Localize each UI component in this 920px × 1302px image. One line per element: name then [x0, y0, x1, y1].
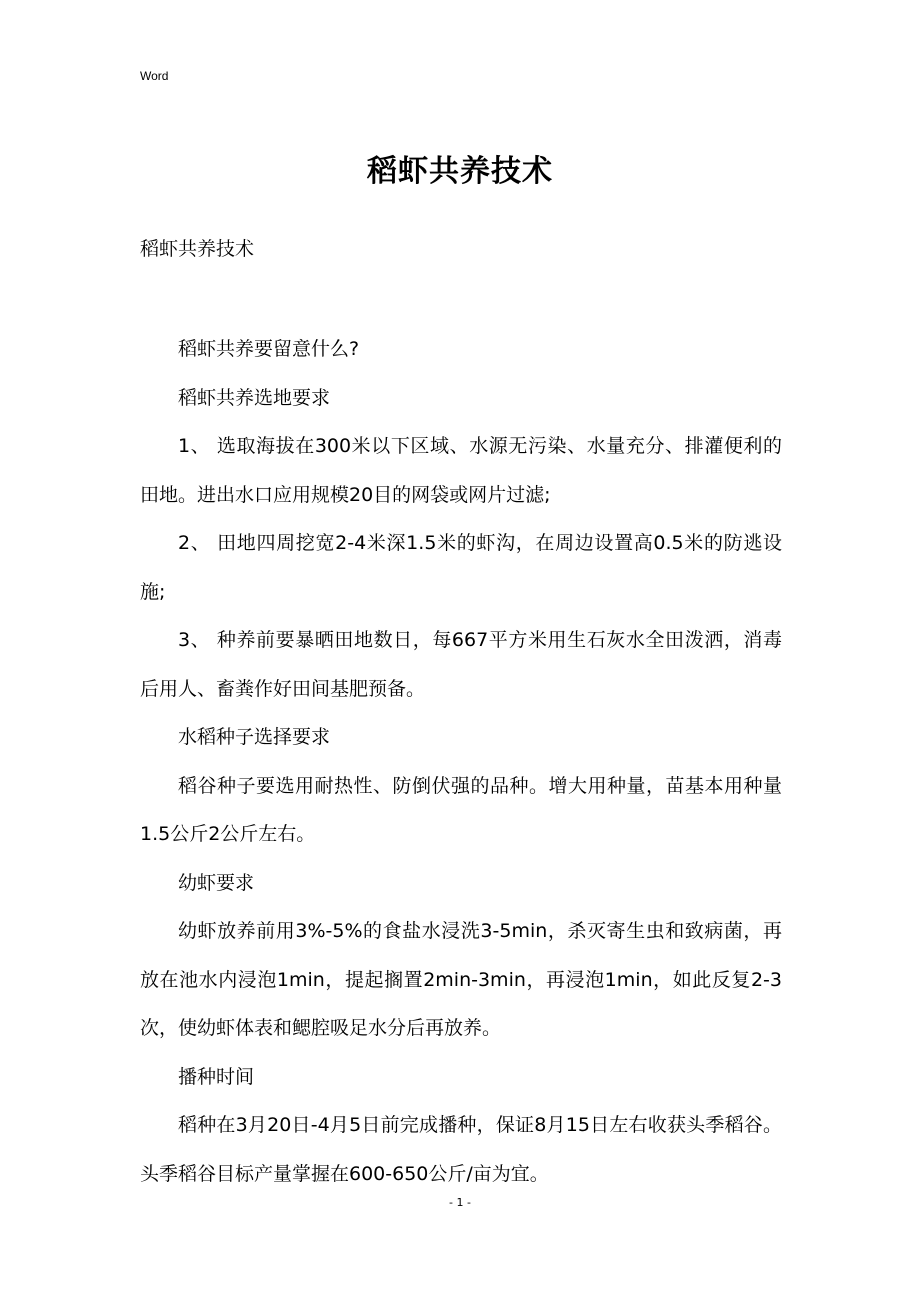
page-number: - 1 -	[449, 1196, 471, 1209]
document-title: 稻虾共养技术	[367, 154, 553, 189]
paragraph-heading: 幼虾要求	[178, 871, 255, 894]
paragraph-heading: 稻虾共养选地要求	[178, 386, 331, 409]
paragraph-heading: 播种时间	[178, 1065, 255, 1088]
paragraph: 1、 选取海拔在300米以下区域、水源无污染、水量充分、排灌便利的田地。进出水口应用规模20目的网袋或网片过滤;	[140, 435, 782, 506]
document-body	[140, 325, 782, 1198]
paragraph-heading: 稻虾共养要留意什么?	[178, 338, 360, 360]
paragraph: 幼虾放养前用3%-5%的食盐水浸洗3-5min，杀灭寄生虫和致病菌，再放在池水内浸泡1min，提起搁置2min-3min，再浸泡1min，如此反复2-3次，使幼虾体表和鳃腔吸足水分后再放养。	[140, 920, 782, 1039]
paragraph: 稻谷种子要选用耐热性、防倒伏强的品种。增大用种量，苗基本用种量1.5公斤2公斤左右。	[140, 774, 782, 845]
document-subtitle: 稻虾共养技术	[140, 238, 255, 260]
header-label: Word	[140, 69, 169, 83]
paragraph: 稻种在3月20日-4月5日前完成播种，保证8月15日左右收获头季稻谷。头季稻谷目标产量掌握在600-650公斤/亩为宜。	[140, 1114, 782, 1185]
paragraph: 2、 田地四周挖宽2-4米深1.5米的虾沟，在周边设置高0.5米的防逃设施;	[140, 532, 782, 603]
paragraph: 3、 种养前要暴晒田地数日，每667平方米用生石灰水全田泼洒，消毒后用人、畜粪作好田间基肥预备。	[140, 629, 782, 700]
paragraph-heading: 水稻种子选择要求	[178, 726, 331, 748]
